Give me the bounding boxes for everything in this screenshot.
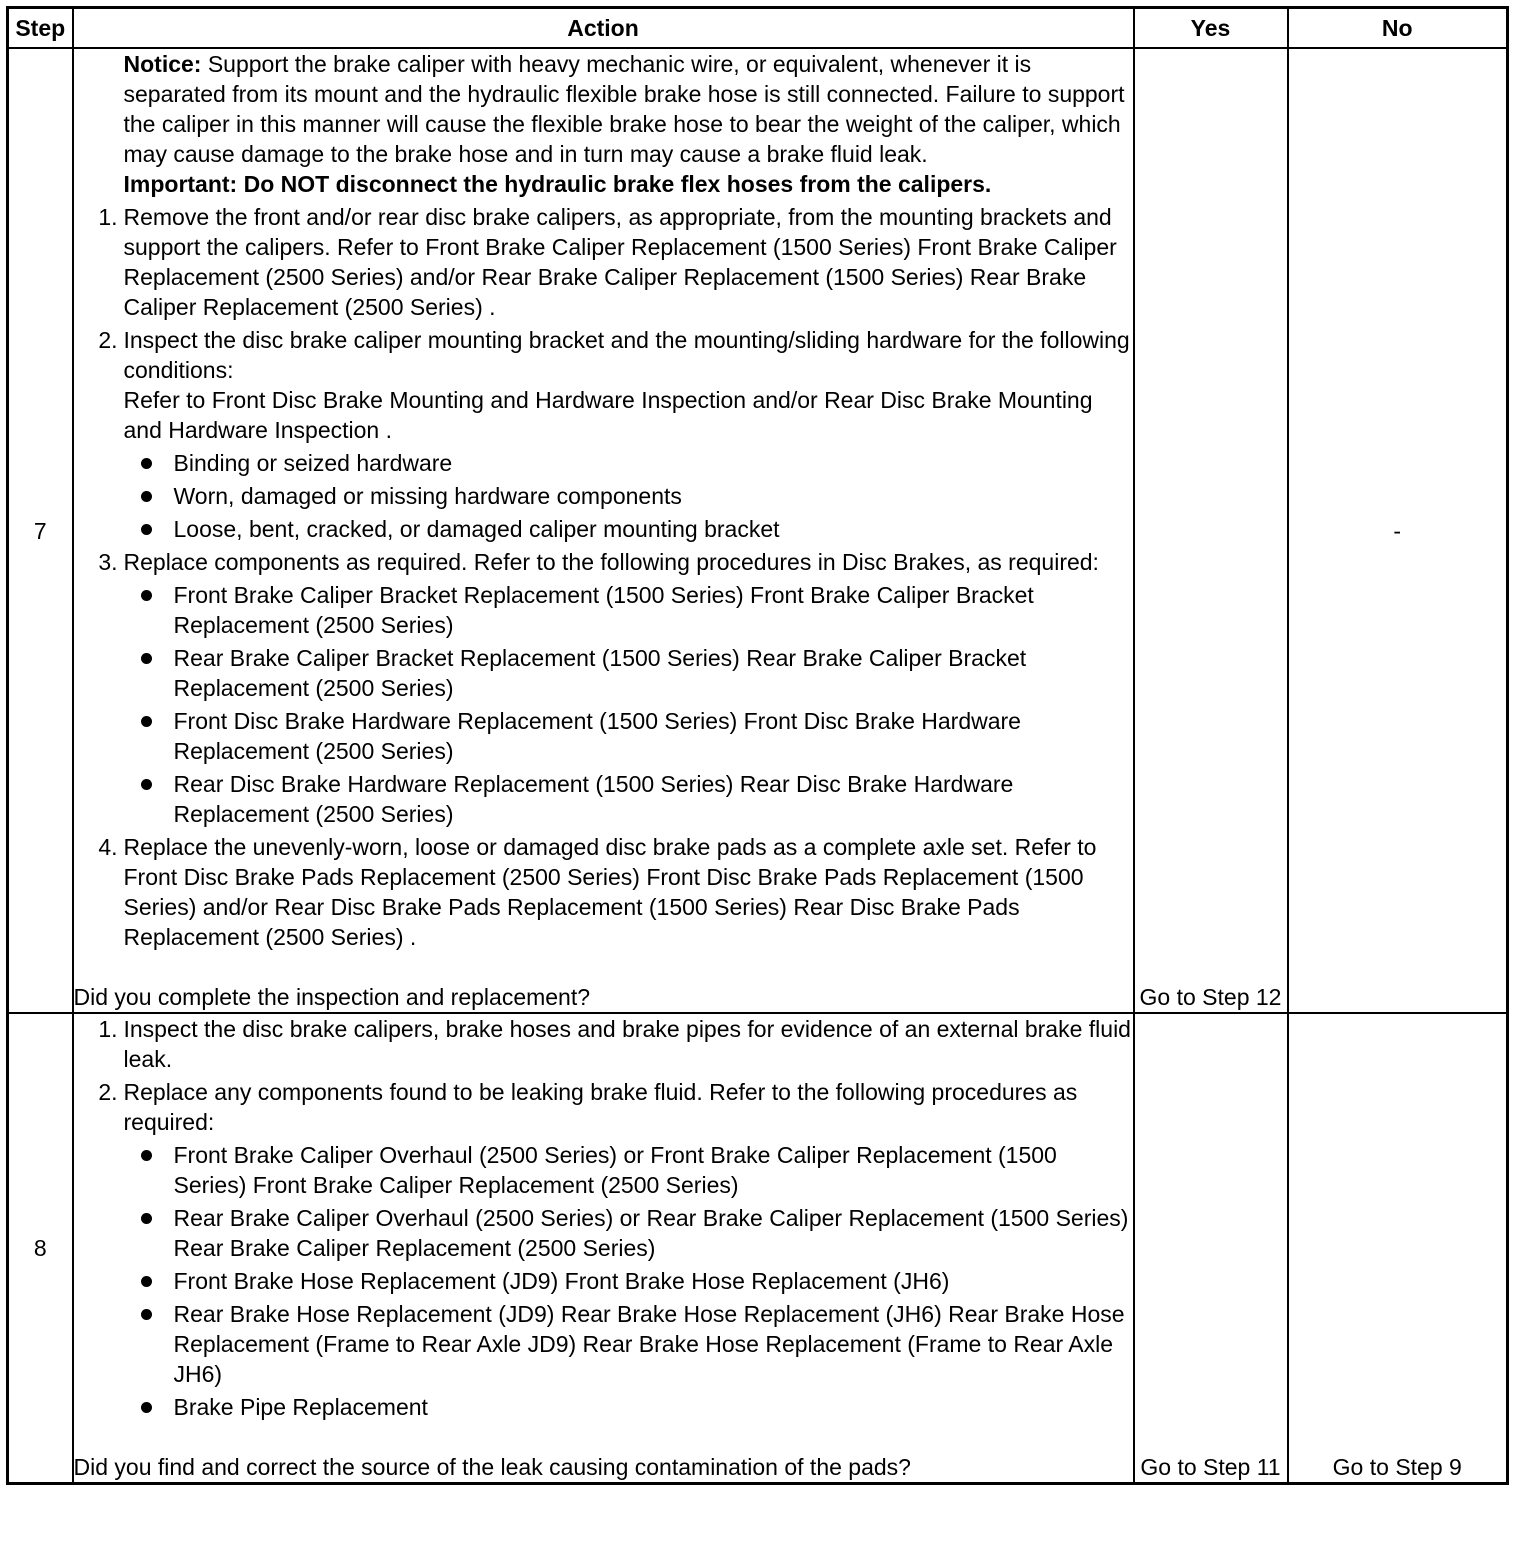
question: Did you find and correct the source of the leak causing contamination of the pads? <box>73 1454 911 1480</box>
header-no: No <box>1288 8 1508 49</box>
bullet-item <box>74 643 1133 703</box>
list-item <box>74 202 1133 322</box>
bullet-item <box>74 1266 1133 1296</box>
table-row-step-8 <box>8 1013 1508 1484</box>
bullet-text: Rear Brake Caliper Overhaul (2500 Series) or Rear Brake Caliper Replacement (1500 Series) Rear Brake Caliper Replacement (2500 Series) <box>173 1205 1129 1261</box>
bullet-icon <box>141 590 152 601</box>
bullet-item <box>74 1140 1133 1200</box>
action-cell <box>73 48 1134 1013</box>
action-cell <box>73 1013 1134 1484</box>
header-step: Step <box>8 8 73 49</box>
list-item <box>74 1077 1133 1137</box>
header-action: Action <box>73 8 1134 49</box>
list-item-number: 1. <box>98 204 118 230</box>
bullet-item <box>74 769 1133 829</box>
diagnostic-table <box>6 6 1509 1485</box>
bullet-text: Binding or seized hardware <box>173 450 453 476</box>
list-item-text: Replace the unevenly-worn, loose or damaged disc brake pads as a complete axle set. Refer to Front Disc Brake Pads Replacement (2500 Series) Front Disc Brake Pads Replacement (1500 Series) and/or Rear Disc Brake Pads Replacement (1500 Series) Rear Disc Brake Pads Replacement (2500 Series) . <box>123 834 1097 950</box>
list-item <box>74 832 1133 952</box>
yes-result: Go to Step 11 <box>1134 1013 1288 1484</box>
question: Did you complete the inspection and replacement? <box>73 984 591 1010</box>
bullet-item <box>74 514 1133 544</box>
notice <box>74 49 1133 169</box>
no-result: - <box>1288 48 1508 1013</box>
list-item <box>74 325 1133 445</box>
bullet-text: Front Brake Caliper Overhaul (2500 Series) or Front Brake Caliper Replacement (1500 Series) Front Brake Caliper Replacement (2500 Series) <box>173 1142 1057 1198</box>
list-item-number: 2. <box>98 1079 118 1105</box>
list-item-number: 3. <box>98 549 118 575</box>
bullet-icon <box>141 716 152 727</box>
bullet-icon <box>141 1402 152 1413</box>
bullet-icon <box>141 1213 152 1224</box>
bullet-icon <box>141 779 152 790</box>
important-label: Important: <box>123 171 238 197</box>
list-item <box>74 547 1133 577</box>
bullet-icon <box>141 653 152 664</box>
bullet-text: Worn, damaged or missing hardware components <box>173 483 682 509</box>
bullet-icon <box>141 1276 152 1287</box>
header-row <box>8 8 1508 49</box>
bullet-text: Loose, bent, cracked, or damaged caliper mounting bracket <box>173 516 780 542</box>
list-item-text: Inspect the disc brake calipers, brake hoses and brake pipes for evidence of an external brake fluid leak. <box>123 1016 1131 1072</box>
list-item-text: Replace components as required. Refer to the following procedures in Disc Brakes, as required: <box>123 549 1099 575</box>
bullet-item <box>74 1392 1133 1422</box>
bullet-item <box>74 481 1133 511</box>
notice-text: Support the brake caliper with heavy mechanic wire, or equivalent, whenever it is separated from its mount and the hydraulic flexible brake hose is still connected. Failure to support the caliper in this manner will cause the flexible brake hose to bear the weight of the caliper, which may cause damage to the brake hose and in turn may cause a brake fluid leak. <box>123 51 1125 167</box>
bullet-icon <box>141 491 152 502</box>
bullet-text: Front Brake Hose Replacement (JD9) Front Brake Hose Replacement (JH6) <box>173 1268 950 1294</box>
list-item <box>74 1014 1133 1074</box>
bullet-text: Brake Pipe Replacement <box>173 1394 428 1420</box>
no-result: Go to Step 9 <box>1288 1013 1508 1484</box>
bullet-item <box>74 706 1133 766</box>
important <box>74 169 1133 199</box>
step-number: 7 <box>8 48 73 1013</box>
list-item-text: Inspect the disc brake caliper mounting bracket and the mounting/sliding hardware for the following conditions: <box>123 327 1130 383</box>
list-item-text: Remove the front and/or rear disc brake calipers, as appropriate, from the mounting brackets and support the calipers. Refer to Front Brake Caliper Replacement (1500 Series) Front Brake Caliper Replacement (2500 Series) and/or Rear Brake Caliper Replacement (1500 Series) Rear Brake Caliper Replacement (2500 Series) . <box>123 204 1117 320</box>
bullet-text: Rear Brake Hose Replacement (JD9) Rear Brake Hose Replacement (JH6) Rear Brake Hose Replacement (Frame to Rear Axle JD9) Rear Brake Hose Replacement (Frame to Rear Axle JH6) <box>173 1301 1125 1387</box>
bullet-text: Rear Disc Brake Hardware Replacement (1500 Series) Rear Disc Brake Hardware Replacement (2500 Series) <box>173 771 1014 827</box>
list-item-number: 2. <box>98 327 118 353</box>
table-row-step-7 <box>8 48 1508 1013</box>
important-text: Do NOT disconnect the hydraulic brake flex hoses from the calipers. <box>237 171 992 197</box>
bullet-item <box>74 1299 1133 1389</box>
bullet-icon <box>141 524 152 535</box>
bullet-item <box>74 580 1133 640</box>
bullet-item <box>74 448 1133 478</box>
header-yes: Yes <box>1134 8 1288 49</box>
notice-label: Notice: <box>123 51 202 77</box>
yes-result: Go to Step 12 <box>1134 48 1288 1013</box>
bullet-text: Front Brake Caliper Bracket Replacement (1500 Series) Front Brake Caliper Bracket Replacement (2500 Series) <box>173 582 1034 638</box>
bullet-icon <box>141 458 152 469</box>
step-number: 8 <box>8 1013 73 1484</box>
bullet-item <box>74 1203 1133 1263</box>
list-item-reference: Refer to Front Disc Brake Mounting and Hardware Inspection and/or Rear Disc Brake Mounting and Hardware Inspection . <box>123 387 1093 443</box>
list-item-number: 4. <box>98 834 118 860</box>
bullet-icon <box>141 1150 152 1161</box>
bullet-icon <box>141 1309 152 1320</box>
bullet-text: Front Disc Brake Hardware Replacement (1500 Series) Front Disc Brake Hardware Replacement (2500 Series) <box>173 708 1021 764</box>
bullet-text: Rear Brake Caliper Bracket Replacement (1500 Series) Rear Brake Caliper Bracket Replacement (2500 Series) <box>173 645 1027 701</box>
list-item-number: 1. <box>98 1016 118 1042</box>
list-item-text: Replace any components found to be leaking brake fluid. Refer to the following procedures as required: <box>123 1079 1078 1135</box>
